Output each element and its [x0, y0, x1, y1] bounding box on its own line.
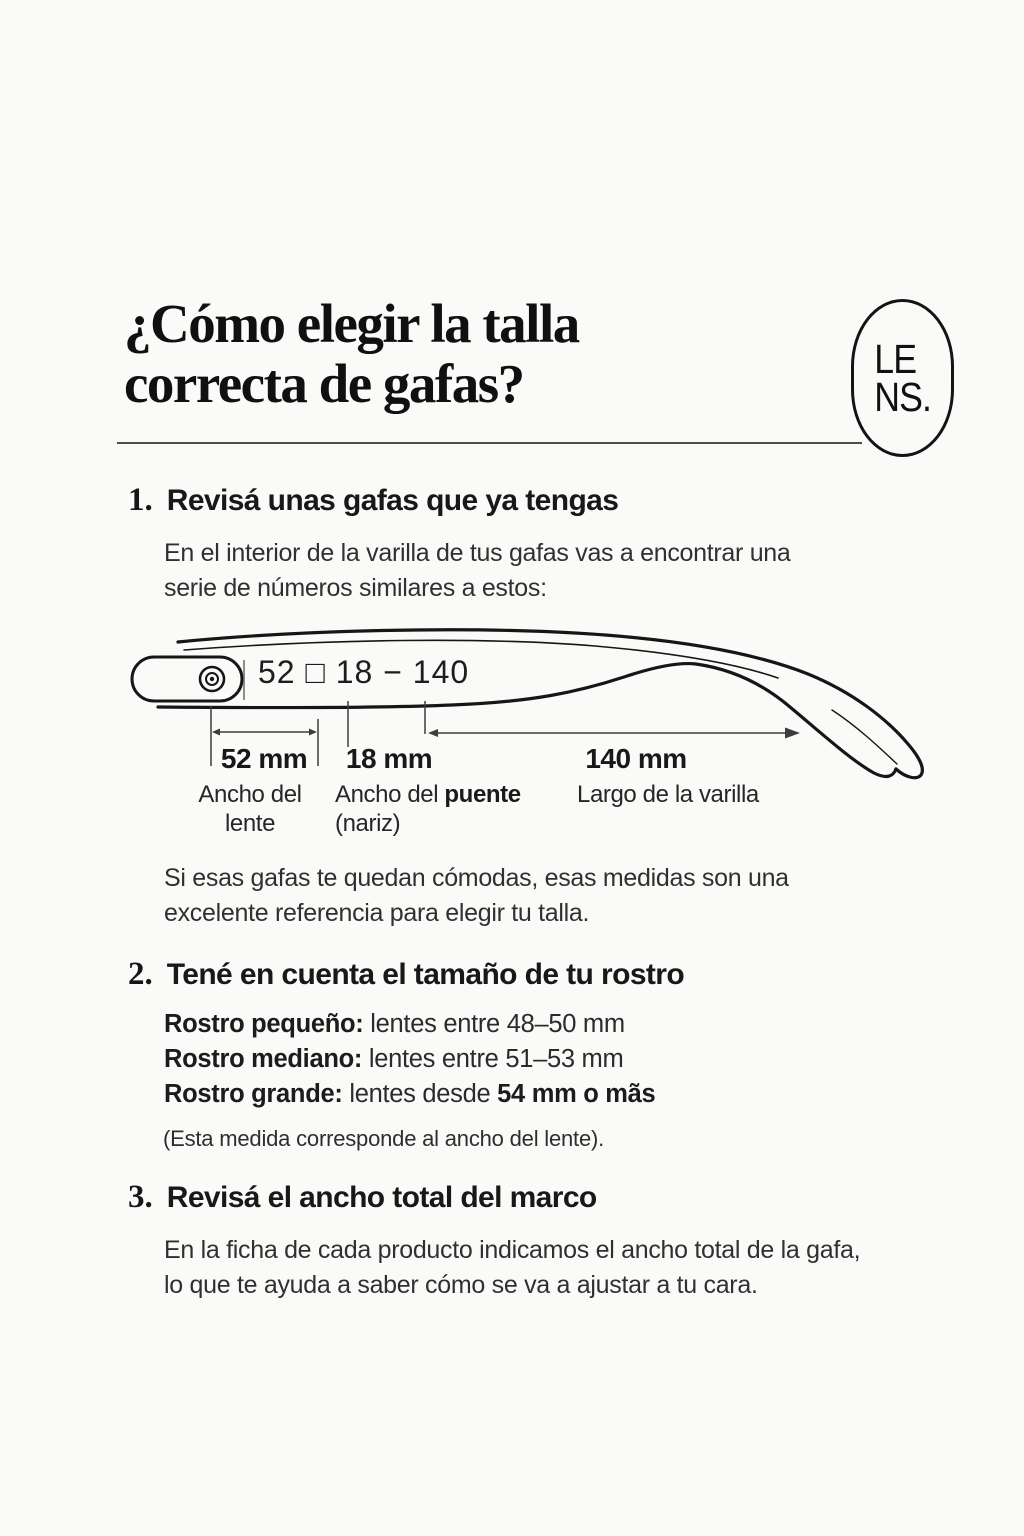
closing-paragraph-line-1: Si esas gafas te quedan cómodas, esas medidas son una	[164, 864, 789, 892]
temple-dim-arrow-right	[785, 728, 800, 739]
page-title-line-2: correcta de gafas?	[124, 353, 524, 414]
temple-length-label: Largo de la varilla	[577, 781, 759, 808]
header-divider	[117, 442, 862, 444]
list-item-label: Rostro pequeño:	[164, 1010, 364, 1038]
screw-center-dot	[210, 677, 214, 681]
page-title	[124, 294, 579, 414]
section-1-heading	[128, 482, 618, 519]
list-item-bold-text: 54 mm o mãs	[497, 1080, 656, 1108]
glasses-temple-diagram	[130, 620, 930, 840]
list-item-large-face	[164, 1077, 655, 1112]
section-3-number: 3.	[128, 1179, 153, 1215]
section-3-paragraph-line-1: En la ficha de cada producto indicamos el ancho total de la gafa,	[164, 1236, 861, 1264]
section-1-closing-paragraph	[164, 861, 789, 931]
temple-hinge-cap	[132, 657, 242, 701]
closing-paragraph-line-2: excelente referencia para elegir tu talla.	[164, 899, 590, 927]
section-2-heading	[128, 956, 684, 993]
brand-logo-text	[874, 336, 931, 420]
section-3-heading-text: Revisá el ancho total del marco	[166, 1181, 597, 1214]
temple-tip-inner-line	[832, 710, 897, 764]
section-1-paragraph	[164, 536, 791, 606]
section-3-paragraph-line-2: lo que te ayuda a saber cómo se va a ajustar a tu cara.	[164, 1271, 758, 1299]
bridge-label-bold: puente	[444, 781, 521, 808]
size-imprint-text: 52 □ 18 − 140	[258, 654, 470, 690]
section-3-heading	[128, 1179, 597, 1216]
section-3-paragraph	[164, 1233, 860, 1303]
brand-line-2: NS.	[874, 374, 931, 420]
section-1-number: 1.	[128, 482, 153, 518]
section-1-heading-text: Revisá unas gafas que ya tengas	[166, 484, 619, 517]
section-1-paragraph-line-2: serie de números similares a estos:	[164, 574, 547, 602]
lens-width-note: (Esta medida corresponde al ancho del lente).	[163, 1126, 605, 1151]
lens-dim-arrow-left	[212, 729, 220, 736]
page-title-line-1: ¿Cómo elegir la talla	[124, 293, 579, 354]
section-2-heading-text: Tené en cuenta el tamaño de tu rostro	[166, 958, 685, 991]
list-item-text: lentes entre 48–50 mm	[363, 1010, 625, 1038]
list-item-text: lentes entre 51–53 mm	[362, 1045, 624, 1073]
temple-dim-arrow-left	[428, 729, 438, 737]
list-item-medium-face	[164, 1042, 655, 1077]
lens-width-label-line-2: lente	[224, 810, 276, 837]
section-1-paragraph-line-1: En el interior de la varilla de tus gafas vas a encontrar una	[164, 539, 791, 567]
list-item-text: lentes desde	[342, 1080, 498, 1108]
lens-dim-arrow-right	[309, 729, 317, 736]
list-item-label: Rostro mediano:	[164, 1045, 363, 1073]
temple-length-value: 140 mm	[585, 743, 687, 774]
hinge-screw-icon	[200, 667, 224, 691]
bridge-width-label-line-1	[335, 781, 521, 808]
brand-line-1: LE	[874, 336, 916, 382]
brand-badge	[851, 299, 954, 457]
list-item-label: Rostro grande:	[164, 1080, 343, 1108]
lens-width-label-line-1: Ancho del	[198, 781, 302, 808]
list-item-small-face	[164, 1007, 655, 1042]
lens-width-value: 52 mm	[220, 743, 308, 774]
bridge-label-prefix: Ancho del	[335, 781, 445, 808]
section-2-number: 2.	[128, 956, 153, 992]
bridge-width-label-line-2: (nariz)	[335, 810, 401, 837]
bridge-width-value: 18 mm	[345, 743, 433, 774]
face-size-list	[164, 1007, 655, 1112]
